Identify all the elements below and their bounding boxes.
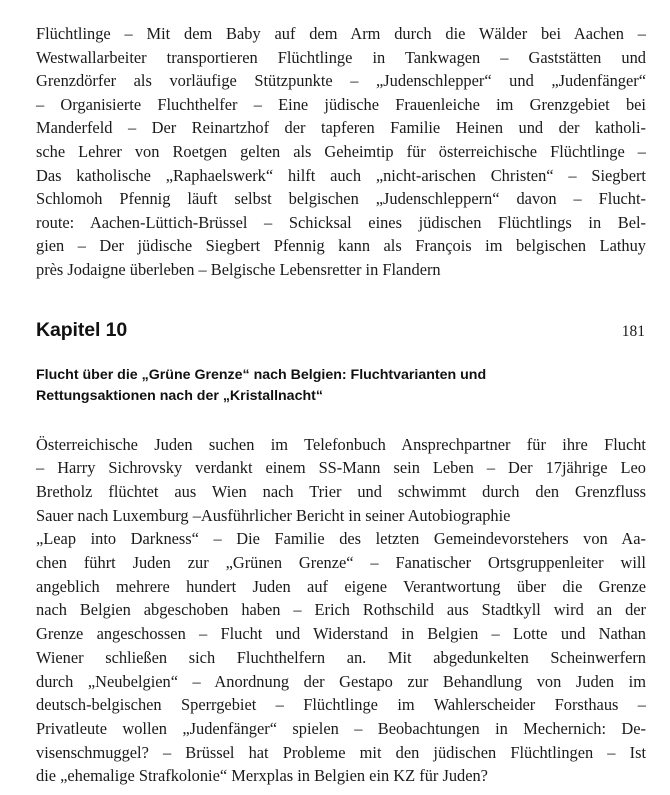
summary-line: – Organisierte Fluchthelfer – Eine jüdische Frauenleiche im Grenzgebiet bei: [36, 94, 646, 114]
chapter-summary-paragraph: [36, 22, 646, 282]
body-line: Grenze angeschossen – Flucht und Widerstand in Belgien – Lotte und Nathan: [36, 624, 646, 644]
chapter-subtitle-line: Flucht über die „Grüne Grenze“ nach Belgien: Fluchtvarianten und: [36, 366, 487, 383]
body-line: Sauer nach Luxemburg –Ausführlicher Bericht in seiner Autobiographie: [36, 505, 511, 525]
body-line: durch „Neubelgien“ – Anordnung der Gestapo zur Behandlung von Juden im: [36, 671, 646, 691]
chapter-subtitle-line: Rettungsaktionen nach der „Kristallnacht“: [36, 388, 323, 405]
summary-line: gien – Der jüdische Siegbert Pfennig kann als François im belgischen Lathuy: [36, 236, 646, 256]
summary-line: Grenzdörfer als vorläufige Stützpunkte – „Judenschlepper“ und „Judenfänger“: [36, 71, 646, 91]
summary-line: route: Aachen-Lüttich-Brüssel – Schicksal eines jüdischen Flüchtlings in Bel-: [36, 212, 646, 232]
body-line: Privatleute wollen „Judenfänger“ spielen – Beobachtungen in Mechernich: De-: [36, 718, 646, 738]
body-line: nach Belgien abgeschoben haben – Erich Rothschild aus Stadtkyll wird an der: [36, 600, 646, 620]
summary-line: Westwallarbeiter transportieren Flüchtlinge in Tankwagen – Gaststätten und: [36, 47, 646, 67]
body-line: Bretholz flüchtet aus Wien nach Trier und schwimmt durch den Grenzfluss: [36, 481, 646, 501]
summary-line: Manderfeld – Der Reinartzhof der tapferen Familie Heinen und der katholi-: [36, 118, 646, 138]
body-line: – Harry Sichrovsky verdankt einem SS-Mann sein Leben – Der 17jährige Leo: [36, 458, 646, 478]
summary-line: Schlomoh Pfennig läuft selbst belgischen „Judenschleppern“ davon – Flucht-: [36, 189, 646, 209]
chapter-title: Kapitel 10: [36, 318, 128, 341]
chapter-subtitle: [36, 365, 636, 408]
page-content: [36, 22, 646, 788]
body-line: deutsch-belgischen Sperrgebiet – Flüchtlinge im Wahlerscheider Forsthaus –: [36, 695, 646, 715]
body-line: Österreichische Juden suchen im Telefonbuch Ansprechpartner für ihre Flucht: [36, 434, 646, 454]
summary-line: Flüchtlinge – Mit dem Baby auf dem Arm durch die Wälder bei Aachen –: [36, 24, 646, 43]
body-line: Wiener schließen sich Fluchthelfern an. Mit abgedunkelten Scheinwerfern: [36, 647, 646, 667]
chapter-body-paragraph: [36, 433, 646, 789]
body-line: „Leap into Darkness“ – Die Familie des letzten Gemeindevorstehers von Aa-: [36, 529, 646, 549]
summary-line-last: près Jodaigne überleben – Belgische Lebensretter in Flandern: [36, 259, 441, 279]
body-line: angeblich mehrere hundert Juden auf eigene Verantwortung über die Grenze: [36, 576, 646, 596]
summary-line: Das katholische „Raphaelswerk“ hilft auch „nicht-arischen Christen“ – Siegbert: [36, 165, 646, 185]
summary-line: sche Lehrer von Roetgen gelten als Geheimtip für österreichische Flüchtlinge –: [36, 141, 646, 161]
body-line-last: die „ehemalige Strafkolonie“ Merxplas in Belgien ein KZ für Juden?: [36, 766, 488, 786]
body-line: visenschmuggel? – Brüssel hat Probleme mit den jüdischen Flüchtlingen – Ist: [36, 742, 646, 762]
chapter-heading-row: [36, 318, 646, 344]
page-number: 181: [621, 322, 645, 340]
body-line: chen führt Juden zur „Grünen Grenze“ – Fanatischer Ortsgruppenleiter will: [36, 553, 646, 573]
